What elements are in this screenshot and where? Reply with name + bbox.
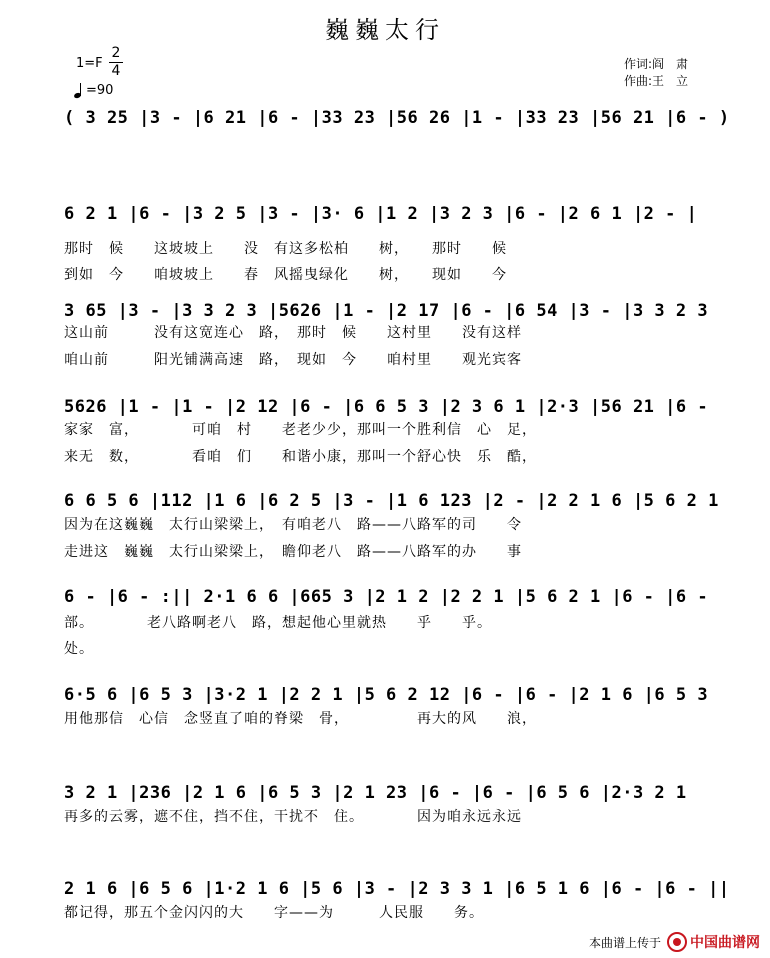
lyric-line: 因为在这巍巍 太行山梁梁上， 有咱老八 路——八路军的司 令	[64, 517, 522, 533]
lyric-line: 用他那信 心信 念竖直了咱的脊梁 骨， 再大的风 浪，	[64, 711, 537, 727]
lyric-line: 部。 老八路啊老八 路，想起他心里就热 乎 乎。	[64, 615, 492, 631]
notes-row: 3 65 |3 - |3 3 2 3 |5626 |1 - |2 17 |6 - |6 54 |3 - |3 3 2 3	[64, 301, 709, 321]
lyric-line: 来无 数， 看咱 们 和谐小康，那叫一个舒心快 乐 酷，	[64, 449, 537, 465]
notes-row: 6·5 6 |6 5 3 |3·2 1 |2 2 1 |5 6 2 12 |6 - |6 - |2 1 6 |6 5 3	[64, 685, 709, 705]
notes-row: 6 2 1 |6 - |3 2 5 |3 - |3· 6 |1 2 |3 2 3 |6 - |2 6 1 |2 - |	[64, 204, 698, 224]
lyric-line: 走进这 巍巍 太行山梁梁上， 瞻仰老八 路——八路军的办 事	[64, 544, 522, 560]
lyric-line: 家家 富， 可咱 村 老老少少，那叫一个胜利信 心 足，	[64, 422, 537, 438]
song-title: 巍巍太行	[325, 16, 445, 44]
notes-row: 2 1 6 |6 5 6 |1·2 1 6 |5 6 |3 - |2 3 3 1 |6 5 1 6 |6 - |6 - ||	[64, 879, 730, 899]
notes-row: ( 3 25 |3 - |6 21 |6 - |33 23 |56 26 |1 - |33 23 |56 21 |6 - )	[64, 108, 730, 128]
notes-row: 6 6 5 6 |112 |1 6 |6 2 5 |3 - |1 6 123 |2 - |2 2 1 6 |5 6 2 1	[64, 491, 719, 511]
lyric-line: 咱山前 阳光铺满高速 路， 现如 今 咱村里 观光宾客	[64, 352, 522, 368]
notes-row: 3 2 1 |236 |2 1 6 |6 5 3 |2 1 23 |6 - |6 - |6 5 6 |2·3 2 1	[64, 783, 687, 803]
upload-note: 本曲谱上传于	[588, 935, 661, 950]
quarter-note-icon	[74, 82, 84, 98]
time-signature	[109, 46, 123, 79]
lyric-line: 到如 今 咱坡坡上 春 风摇曳绿化 树， 现如 今	[64, 267, 507, 283]
site-name: 中国曲谱网	[690, 935, 760, 951]
lyric-line: 处。	[64, 641, 94, 657]
tempo-marking	[74, 82, 113, 98]
source-footer	[589, 932, 760, 952]
lyric-line: 这山前 没有这宽连心 路， 那时 候 这村里 没有这样	[64, 325, 522, 341]
score-row-intro	[64, 107, 740, 137]
lyric-line: 都记得，那五个金闪闪的大 字——为 人民服 务。	[64, 905, 484, 921]
lyric-line: 再多的云雾，遮不住，挡不住，干扰不 住。 因为咱永远永远	[64, 809, 522, 825]
lyric-line: 那时 候 这坡坡上 没 有这多松柏 树， 那时 候	[64, 241, 507, 257]
site-logo-icon	[667, 932, 687, 952]
notes-row: 5626 |1 - |1 - |2 12 |6 - |6 6 5 3 |2 3 6 1 |2·3 |56 21 |6 -	[64, 397, 709, 417]
site-logo[interactable]	[667, 932, 760, 952]
meter-top: 2	[111, 45, 121, 61]
score-row	[64, 586, 740, 616]
credits	[624, 56, 688, 90]
meter-bottom: 4	[111, 63, 121, 79]
notes-row: 6 - |6 - :|| 2·1 6 6 |665 3 |2 1 2 |2 2 1 |5 6 2 1 |6 - |6 -	[64, 587, 709, 607]
tempo-value: =90	[86, 83, 114, 98]
key-signature: 1=F	[76, 56, 103, 71]
score-row	[64, 203, 740, 233]
lyricist: 作词:阎 肃	[624, 57, 689, 71]
composer: 作曲:王 立	[624, 74, 689, 88]
